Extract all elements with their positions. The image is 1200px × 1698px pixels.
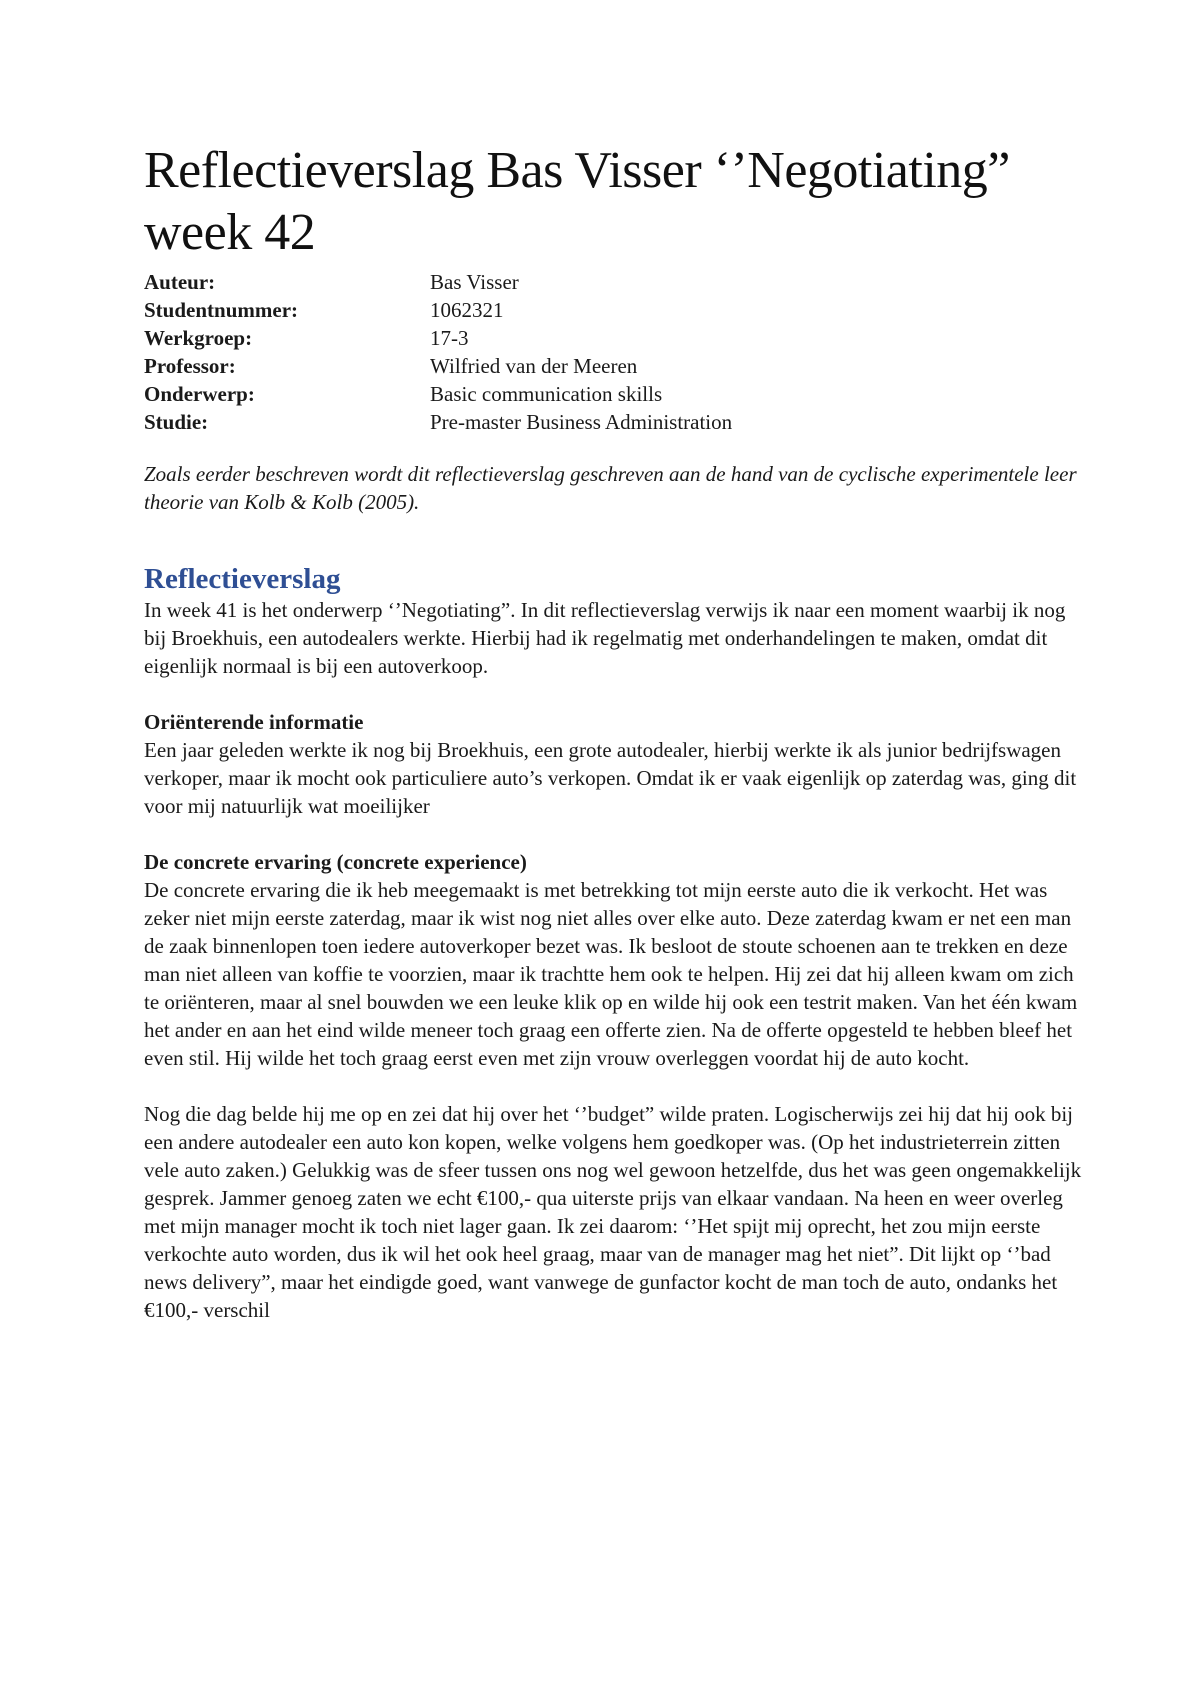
meta-label: Werkgroep: [144, 326, 253, 350]
document-title: Reflectieverslag Bas Visser ‘’Negotiating” week 42 [144, 142, 1010, 261]
section-intro-paragraph: In week 41 is het onderwerp ‘’Negotiating”. In dit reflectieverslag verwijs ik naar een moment waarbij ik nog bij Broekhuis, een autodealers werkte. Hierbij had ik regelmatig met onderhandelingen te maken, omdat dit eigenlijk normaal is bij een autoverkoop. [144, 598, 1066, 678]
author-meta-table [144, 268, 732, 436]
meta-label: Studentnummer: [144, 298, 299, 322]
meta-row-author [144, 268, 732, 296]
concrete-experience-heading: De concrete ervaring (concrete experience) [144, 850, 527, 874]
orientation-paragraph: Een jaar geleden werkte ik nog bij Broekhuis, een grote autodealer, hierbij werkte ik als junior bedrijfswagen verkoper, maar ik mocht ook particuliere auto’s verkopen. Omdat ik er vaak eigenlijk op zaterdag was, ging dit voor mij natuurlijk wat moeilijker [144, 738, 1077, 818]
section-heading: Reflectieverslag [144, 563, 341, 595]
meta-row-subject [144, 380, 732, 408]
meta-row-professor [144, 352, 732, 380]
document-page [144, 140, 1084, 1324]
meta-label: Studie: [144, 410, 209, 434]
meta-value: 1062321 [430, 298, 504, 322]
orientation-heading: Oriënterende informatie [144, 710, 364, 734]
meta-label: Onderwerp: [144, 382, 255, 406]
meta-value: Bas Visser [430, 270, 519, 294]
meta-label: Professor: [144, 354, 236, 378]
meta-value: Wilfried van der Meeren [430, 354, 638, 378]
meta-row-study [144, 408, 732, 436]
meta-value: 17-3 [430, 326, 469, 350]
meta-value: Basic communication skills [430, 382, 663, 406]
concrete-experience-paragraph-2: Nog die dag belde hij me op en zei dat hij over het ‘’budget” wilde praten. Logischerwijs zei hij dat hij ook bij een andere autodealer een auto kon kopen, welke volgens hem goedkoper was. (Op het industrieterrein zitten vele auto zaken.) Gelukkig was de sfeer tussen ons nog wel gewoon hetzelfde, dus het was geen ongemakkelijk gesprek. Jammer genoeg zaten we echt €100,- qua uiterste prijs van elkaar vandaan. Na heen en weer overleg met mijn manager mocht ik toch niet lager gaan. Ik zei daarom: ‘’Het spijt mij oprecht, het zou mijn eerste verkochte auto worden, dus ik wil het ook heel graag, maar van de manager mag het niet”. Dit lijkt op ‘’bad news delivery”, maar het eindigde goed, want vanwege de gunfactor kocht de man toch de auto, ondanks het €100,- verschil [144, 1102, 1082, 1322]
concrete-experience-paragraph-1: De concrete ervaring die ik heb meegemaakt is met betrekking tot mijn eerste auto die ik verkocht. Het was zeker niet mijn eerste zaterdag, maar ik wist nog niet alles over elke auto. Deze zaterdag kwam er net een man de zaak binnenlopen toen iedere autoverkoper bezet was. Ik besloot de stoute schoenen aan te trekken en deze man niet alleen van koffie te voorzien, maar ik trachtte hem ook te helpen. Hij zei dat hij alleen kwam om zich te oriënteren, maar al snel bouwden we een leuke klik op en wilde hij ook een testrit maken. Van het één kwam het ander en aan het eind wilde meneer toch graag een offerte zien. Na de offerte opgesteld te hebben bleef het even stil. Hij wilde het toch graag eerst even met zijn vrouw overleggen voordat hij de auto kocht. [144, 878, 1078, 1070]
meta-row-workgroup [144, 324, 732, 352]
intro-note: Zoals eerder beschreven wordt dit reflectieverslag geschreven aan de hand van de cyclische experimentele leer theorie van Kolb & Kolb (2005). [144, 462, 1077, 514]
meta-label: Auteur: [144, 270, 216, 294]
meta-row-student-number [144, 296, 732, 324]
meta-value: Pre-master Business Administration [430, 410, 733, 434]
